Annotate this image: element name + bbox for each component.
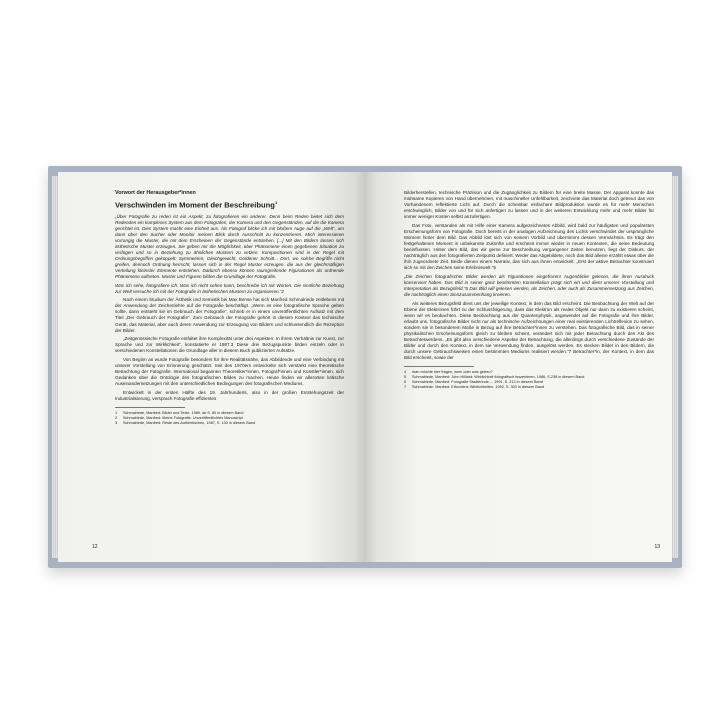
- footnote-number: 1: [115, 410, 118, 415]
- body-paragraph: Von Beginn an wurde Fotografie besonders für ihre Realitätsnähe, das Abbildende und eine Verbindung mit unserer Vorstellung von Erinnerung geschätzt. Seit den 1970ern entwickelte sich verstärkt eine theoretische Betrachtung der Fotografie. International begannen Theoretiker*innen, Fotograf*innen und Künstler*innen, sich Gedanken über die Ontologie des fotografischen Bildes zu machen. Heute finden wir allerorten kritische Auseinandersetzungen mit den unterschiedlichen Bedingungen des fotografischen Mediums.: [115, 356, 344, 387]
- body-paragraph: Bilderherstellen, technische Präzision und die Zugänglichkeit zu Bildern für eine breite Masse. Der Apparat konnte das mühsame Kopieren von Hand übernehmen, mit maschineller Unfehlbarkeit, zeichnete das Material doch getreu4 das von Vorhandenem reflektierte Licht auf. Durch die scheinbar einfachere Bildproduktion wurde es für mehr Menschen erschwinglich, Bilder von und für sich anfertigen zu lassen und in der weiteren Entwicklung mehr und mehr Bilder für immer weniger Kosten selbst anzufertigen.: [404, 190, 654, 220]
- footnote-rule: [404, 366, 474, 367]
- footnote-rule: [115, 407, 185, 408]
- title-note-marker: 1: [274, 200, 278, 205]
- footnote-number: 7: [404, 385, 407, 390]
- running-head: Vorwort der Herausgeber*innen: [115, 190, 196, 196]
- footnote-number: 3: [115, 420, 118, 425]
- right-page: [364, 172, 672, 562]
- body-paragraph: Als weiteres Bezugsfeld dient uns der jeweilige Kontext, in dem das Bild erscheint. Die Beobachtung der Welt auf der Ebene der Elektronen führt zu der Schlussfolgerung, dass das Elektron als reales Objekt nur dann zu existieren scheint, wenn wir es beobachten. Diese Beobachtung aus der Quantenphysik, angewendet auf die Fotografie und ihre Bilder, erlaubt uns, fotografische Bilder nicht nur als technische Aufzeichnungen einer real existierenden Lichtreflexion zu sehen, sondern sie in besonderem Maße in Bezug auf ihre Betrachter*innen zu verstehen. Das fotografische Bild, das in seiner physikalischen Erscheinungsform gleich zu bleiben scheint, verändert sich mit jeder Betrachtung durch den Akt des Betrachtetwerdens. „Es gibt also verschiedene Aspekte der Betrachtung, die allerdings durch verschiedene Zustände der Bilder und durch den Kontext, in dem sie Verwendung finden, ausgelöst werden. Es stecken Bilder in den Bildern, die durch unsere Gebrauchsweisen einen bestimmten Mediums realisiert werden.“7 Betrachter*in, der Kontext, in dem das Bild erscheint, sowie der: [404, 300, 654, 360]
- footnote-number: 4: [404, 370, 407, 375]
- chapter-title: [115, 200, 344, 210]
- page-number: 12: [92, 544, 98, 550]
- left-page: [58, 172, 366, 562]
- body-paragraph: „Zeitgenössische Fotografie entfaltet ihre Komplexität unter drei Aspekten: In ihrem Verhältnis zur Kunst, zur Sprache und zur Wirklichkeit“, konstatierte er 1987.3 Diese drei Bezugspunkte bilden einzeln oder in verschiedenen Konstellationen die Grundlage aller in diesem Buch publizierten Aufsätze.: [115, 336, 344, 354]
- footnote: [404, 385, 654, 390]
- body-paragraph: Nach einem Studium der Ästhetik und Semiotik bei Max Bense hat sich Manfred Schmalriede zeitlebens mit der Anwendung der Zeichenlehre auf die Fotografie beschäftigt. „Wenn es eine fotografische Sprache geben sollte, dann entsteht sie im Gebrauch der Fotografie“, schrieb er in einem unveröffentlichten Aufsatz mit dem Titel „Der Gebrauch der Fotografie“. Zum Gebrauch der Fotografie gehört in diesem Kontext das technische Gerät, das Material, aber auch deren Anwendung zur Erzeugung von Bildern und schlussendlich die Rezeption der Bilder.: [115, 297, 344, 333]
- footnote-text: Schmalriede, Manfred: Reste des Authentischen, 1987, S. 130 in diesem Band: [123, 420, 256, 425]
- footnote-text: Schmalriede, Manfred: Meine Fotografie. Unveröffentlichtes Manuskript: [123, 415, 243, 420]
- footnote-text: man möchte hier fragen, wem oder was getreu?: [412, 370, 493, 375]
- body-paragraph: Entwickelt in der ersten Hälfte des 19. Jahrhunderts, also in der großen Entstehungszeit der Industrialisierung, versprach Fotografie effizientes: [115, 389, 344, 401]
- footnote-text: Schmalriede, Manfred: Bilder und Texte, 1989, ab S. 80 in diesem Band: [123, 410, 244, 415]
- quote-paragraph: „Über Fotografie zu reden ist ein Aspekt, zu fotografieren ein anderer. Denn beim Reden bietet sich dem Redenden ein komplexes System aus dem Fotografen, der Kamera und den Gegenständen, auf die die Kamera gerichtet ist. Dies System macht eine Einheit aus. Als Fotograf blicke ich mit bloßem Auge auf die „Welt“, um dann über den Sucher oder Monitor meinen Blick durch Ausschnitt zu konzentrieren. Mich interessieren vorrangig die Muster, die mit dem Erscheinen der Gegenstände entstehen. [...] Mit den Bildern lassen sich ästhetische Muster erzeugen. Sie geben mir die Möglichkeit, über Phänomene einen gegebenen Situation zu verfügen und so in Beziehung zu ähnlichen Mustern zu setzen. Kompositionen sind in der Regel mit Ordnungsbegriffen gekoppelt: Symmetrien, Gleichgewicht, Goldener Schnitt... Dort, wo solche Begriffe nicht greifen, dennoch Ordnung herrscht, lassen sich in der Regel Muster erzeugen, die aus der gleichmäßigen Verteilung kleinster Elemente entstehen. Dadurch ebenso können raumgreifende Figurationen als ordnende Phänomene auftreten. Muster und Figuren bilden die Grundlage der Fotografie.: [115, 213, 344, 279]
- footnote-text: Schmalriede, Manfred: John Hilliard: Wirklichkeit fotografisch inszenieren, 1986, S.238 in diesem Band: [412, 375, 585, 380]
- footnote-number: 2: [115, 415, 118, 420]
- footnote-text: Schmalriede, Manfred: Fotografie Stadterinde..., 1991, S. 212 in diesem Band: [412, 380, 543, 385]
- footnote-number: 5: [404, 375, 407, 380]
- quote-paragraph: „Die Zeichen fotografischer Bilder werden als Figurationen eingefroren! Augenblicke gelesen, die ihren Ausdruck konserviert haben. Das Bild in seiner ganz bestimmten Konstellation prägt sich ein und dient unserer Vorstellung und Interpretation als Bezugsfeld.“6 Das Bild will gelesen werden, als Zeichen, oder auch als Zusammensetzung aus Zeichen, die nachträglich einen Sinnzusammenhang kreieren.: [404, 273, 654, 297]
- footnote-text: Schmalriede, Manfred: Erfundene Wirklichkeiten, 1992, S. 300 in diesem Band: [412, 385, 545, 390]
- chapter-title-text: Verschwinden im Moment der Beschreibung: [115, 200, 275, 210]
- open-book: [48, 166, 682, 568]
- footnote-number: 6: [404, 380, 407, 385]
- quote-paragraph: Was ich sehe, fotografiere ich. Was ich nicht sehen kann, beschreibe ich mit Worten. Die sinnliche Beziehung zur Welt versuche ich mit der Fotografie in ästhetischen Mustern zu organisieren.“2: [115, 282, 344, 294]
- footnote: [115, 421, 344, 426]
- body-paragraph: Das Foto, verstanden als mit Hilfe einer Kamera aufgezeichnetes Abbild, wird bald zur häufigsten und populärsten Erscheinungsform von Fotografie. Doch bereits in der analogen Aufzeichnung des Lichts verschwindet der ursprüngliche Moment hinter dem Bild. Das Abbild löst sich von seinem Vorbild und übernimmt dessen Vermächtnis. Es trägt den festgehaltenen Moment in unbekannte Zukünfte und erscheint immer wieder in neuen Kontexten, die seine Bedeutung beeinflussen. Hinter dem Bild, das wir gerne zur Beschreibung vergangener Zeiten benutzen, liegt der Diskurs, der nachträglich aus den fotografierten Zeitpunkt definiert. Weder das Abgebildete, noch das Bild alleine erzählt etwas über die ihm zugeordnete Zeit. Beide dienen einem Narrativ, das sich aus ihnen entwickelt. „Erst der aktive Betrachter konstruiert sich so mit den Zeichen seine Erlebniswelt.“5: [404, 222, 654, 271]
- page-number: 13: [654, 544, 660, 550]
